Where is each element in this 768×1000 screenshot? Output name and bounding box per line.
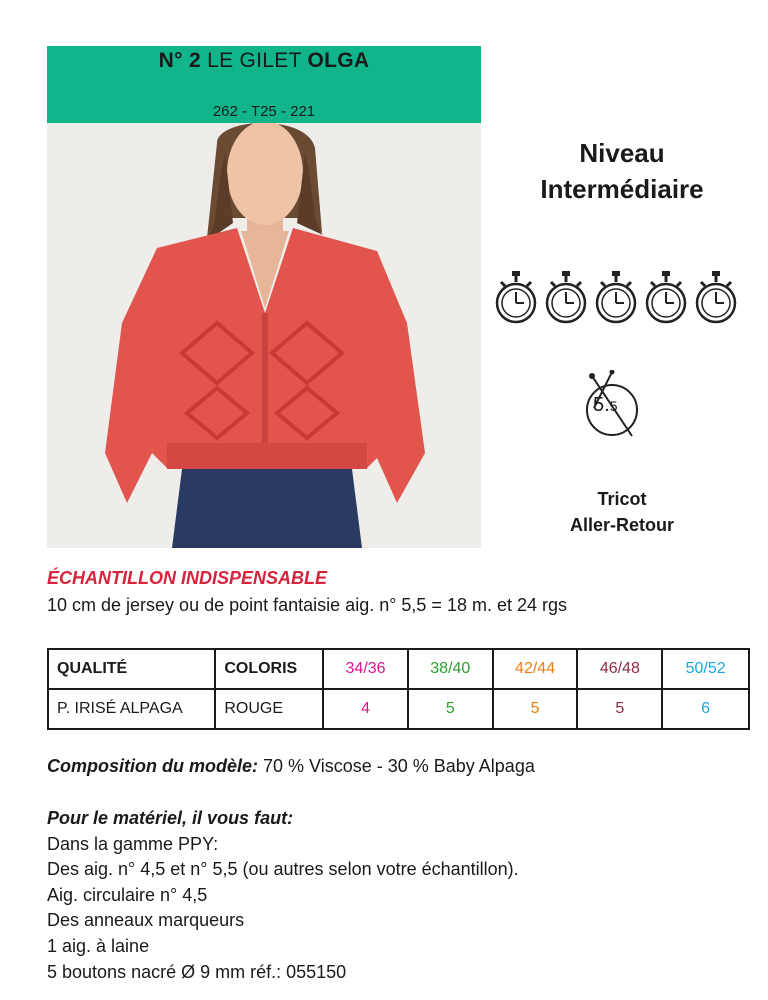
cell-quantity: 5: [577, 689, 662, 729]
cell-quantity: 5: [408, 689, 493, 729]
stopwatch-icon: [644, 268, 688, 326]
pattern-reference: 262 - T25 - 221: [212, 103, 316, 120]
needle-size-label: [593, 394, 617, 417]
model-photo: [47, 123, 481, 548]
cell-qualite: P. IRISÉ ALPAGA: [48, 689, 215, 729]
pattern-title-plain: LE GILET: [200, 49, 308, 72]
stopwatch-icon: [544, 268, 588, 326]
table-row: [48, 689, 749, 729]
stopwatch-icon: [694, 268, 738, 326]
difficulty-label: Niveau: [579, 138, 665, 168]
header-size: 34/36: [323, 649, 408, 689]
difficulty-value: Intermédiaire: [540, 174, 704, 204]
cell-quantity: 5: [493, 689, 578, 729]
composition-value: 70 % Viscose - 30 % Baby Alpaga: [258, 756, 535, 776]
list-item: Aig. circulaire n° 4,5: [47, 884, 208, 905]
material-list: [47, 806, 519, 985]
difficulty-level: [494, 135, 750, 207]
stopwatch-icon: [494, 268, 538, 326]
yarn-quantity-table: [47, 648, 750, 730]
gauge-text: 10 cm de jersey ou de point fantaisie aig. n° 5,5 = 18 m. et 24 rgs: [47, 595, 568, 615]
title-banner: [47, 46, 481, 123]
header-size: 42/44: [493, 649, 578, 689]
knitting-method: [494, 486, 750, 538]
pattern-title: [47, 49, 481, 73]
pattern-number: N° 2: [158, 49, 201, 72]
needle-size-main: 5.: [593, 394, 610, 416]
list-item: Des anneaux marqueurs: [47, 910, 245, 931]
stopwatch-icon: [594, 268, 638, 326]
header-size: 50/52: [662, 649, 749, 689]
cell-coloris: ROUGE: [215, 689, 323, 729]
header-size: 46/48: [577, 649, 662, 689]
header-coloris: COLORIS: [215, 649, 323, 689]
list-item: 1 aig. à laine: [47, 935, 150, 956]
header-size: 38/40: [408, 649, 493, 689]
list-item: Dans la gamme PPY:: [47, 833, 219, 854]
list-item: Des aig. n° 4,5 et n° 5,5 (ou autres selon votre échantillon).: [47, 859, 519, 880]
composition: [47, 756, 535, 777]
needle-size-sub: 5: [609, 398, 618, 414]
material-title: Pour le matériel, il vous faut:: [47, 808, 294, 828]
list-item: 5 boutons nacré Ø 9 mm réf.: 055150: [47, 961, 347, 982]
cell-quantity: 6: [662, 689, 749, 729]
method-line-1: Tricot: [597, 489, 647, 509]
table-header-row: [48, 649, 749, 689]
pattern-name: OLGA: [307, 49, 370, 72]
model-photo-illustration: [47, 123, 481, 548]
difficulty-timers: [494, 268, 738, 326]
method-line-2: Aller-Retour: [569, 515, 674, 535]
composition-label: Composition du modèle:: [47, 756, 258, 776]
header-qualite: QUALITÉ: [48, 649, 215, 689]
cell-quantity: 4: [323, 689, 408, 729]
gauge-title: ÉCHANTILLON INDISPENSABLE: [47, 568, 328, 588]
